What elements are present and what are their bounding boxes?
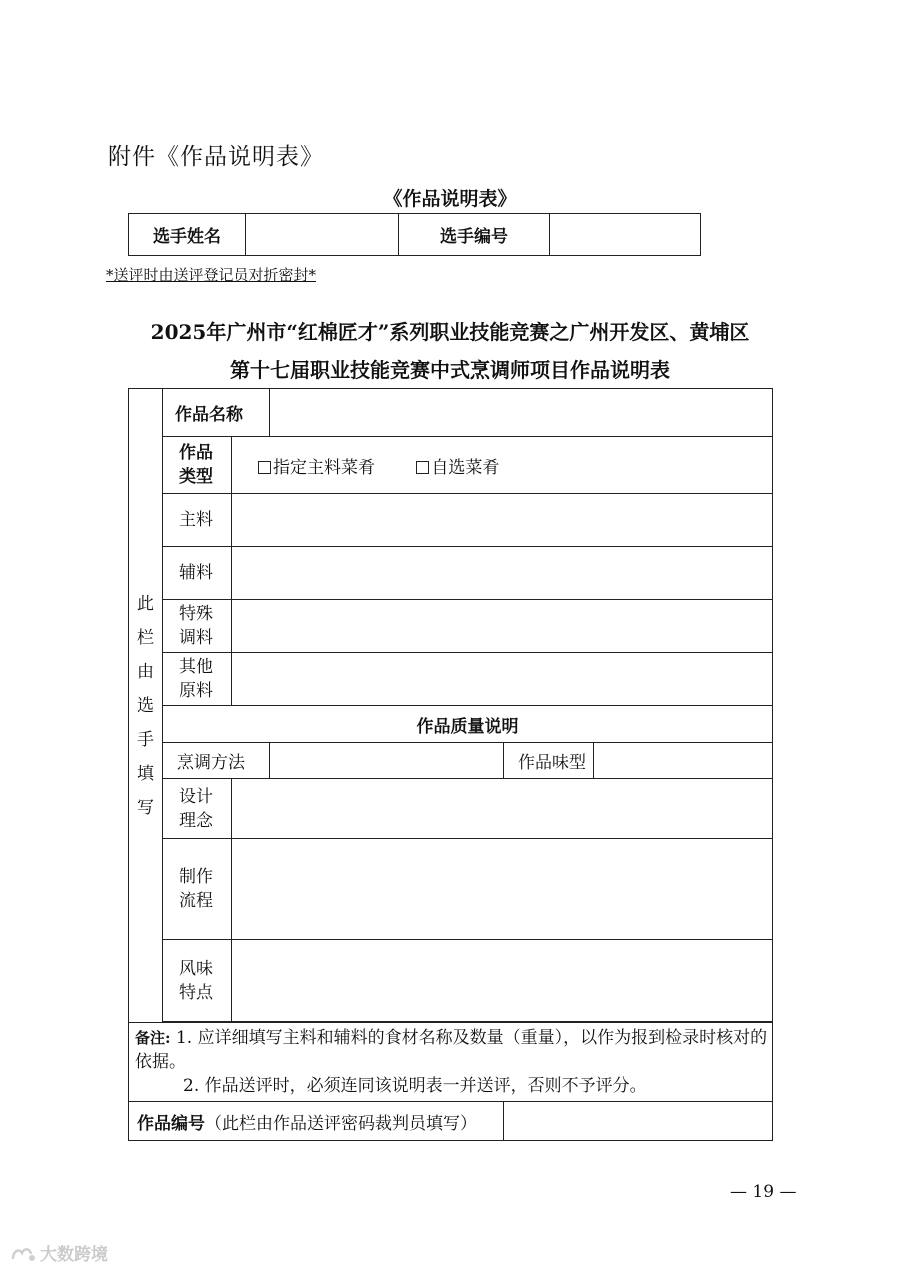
work-code-label: 作品编号 <box>137 1113 205 1134</box>
other-material-field[interactable] <box>232 653 773 706</box>
number-label: 选手编号 <box>399 214 550 256</box>
contestant-info-table <box>128 213 701 256</box>
work-code-label-cell <box>129 1102 504 1141</box>
option-designated-main-dish[interactable]: 指定主料菜肴 <box>258 458 375 478</box>
design-concept-label: 设计 理念 <box>163 779 232 839</box>
watermark-logo-icon <box>10 1245 36 1263</box>
flavor-type-label: 作品味型 <box>504 743 594 779</box>
main-ingredient-field[interactable] <box>232 494 773 547</box>
design-concept-field[interactable] <box>232 779 773 839</box>
checkbox-icon[interactable] <box>416 461 429 474</box>
checkbox-icon[interactable] <box>258 461 271 474</box>
main-title-line2: 第十七届职业技能竞赛中式烹调师项目作品说明表 <box>230 358 670 382</box>
seal-note: *送评时由送评登记员对折密封* <box>106 266 317 284</box>
work-name-field[interactable] <box>270 389 773 437</box>
note-item-2: 2. 作品送评时，必须连同该说明表一并送评，否则不予评分。 <box>183 1076 647 1096</box>
watermark <box>10 1240 108 1265</box>
notes-cell <box>129 1023 773 1102</box>
work-type-label: 作品 类型 <box>163 437 232 494</box>
auxiliary-field[interactable] <box>232 547 773 600</box>
work-code-field[interactable] <box>504 1102 773 1141</box>
flavor-feature-label: 风味 特点 <box>163 940 232 1022</box>
special-seasoning-label: 特殊 调料 <box>163 600 232 653</box>
work-description-table <box>128 388 773 1141</box>
name-field[interactable] <box>246 214 399 256</box>
main-title-line1: 2025年广州市“红棉匠才”系列职业技能竞赛之广州开发区、黄埔区 <box>150 320 750 344</box>
process-label: 制作 流程 <box>163 839 232 940</box>
flavor-type-field[interactable] <box>594 743 773 779</box>
cooking-method-field[interactable] <box>270 743 504 779</box>
name-label: 选手姓名 <box>129 214 246 256</box>
cooking-method-label: 烹调方法 <box>163 743 270 779</box>
note-item-1: 1. 应详细填写主料和辅料的食材名称及数量（重量），以作为报到检录时核对的依据。 <box>135 1028 768 1072</box>
work-name-label: 作品名称 <box>163 389 270 437</box>
special-seasoning-field[interactable] <box>232 600 773 653</box>
work-code-note: （此栏由作品送评密码裁判员填写） <box>205 1113 477 1134</box>
process-field[interactable] <box>232 839 773 940</box>
auxiliary-label: 辅料 <box>163 547 232 600</box>
watermark-text: 大数跨境 <box>40 1245 108 1265</box>
side-label: 此 栏 由 选 手 填 写 <box>137 593 154 818</box>
notes-label: 备注: <box>135 1029 171 1047</box>
work-type-options <box>232 437 773 494</box>
main-ingredient-label: 主料 <box>163 494 232 547</box>
attachment-title: 附件《作品说明表》 <box>108 144 324 170</box>
option-self-selected-dish[interactable]: 自选菜肴 <box>416 458 499 478</box>
number-field[interactable] <box>550 214 701 256</box>
quality-heading: 作品质量说明 <box>163 706 773 743</box>
page-number: — 19 — <box>730 1182 797 1202</box>
flavor-feature-field[interactable] <box>232 940 773 1022</box>
other-material-label: 其他 原料 <box>163 653 232 706</box>
side-label-cell <box>129 389 163 1023</box>
form-title: 《作品说明表》 <box>383 188 517 210</box>
